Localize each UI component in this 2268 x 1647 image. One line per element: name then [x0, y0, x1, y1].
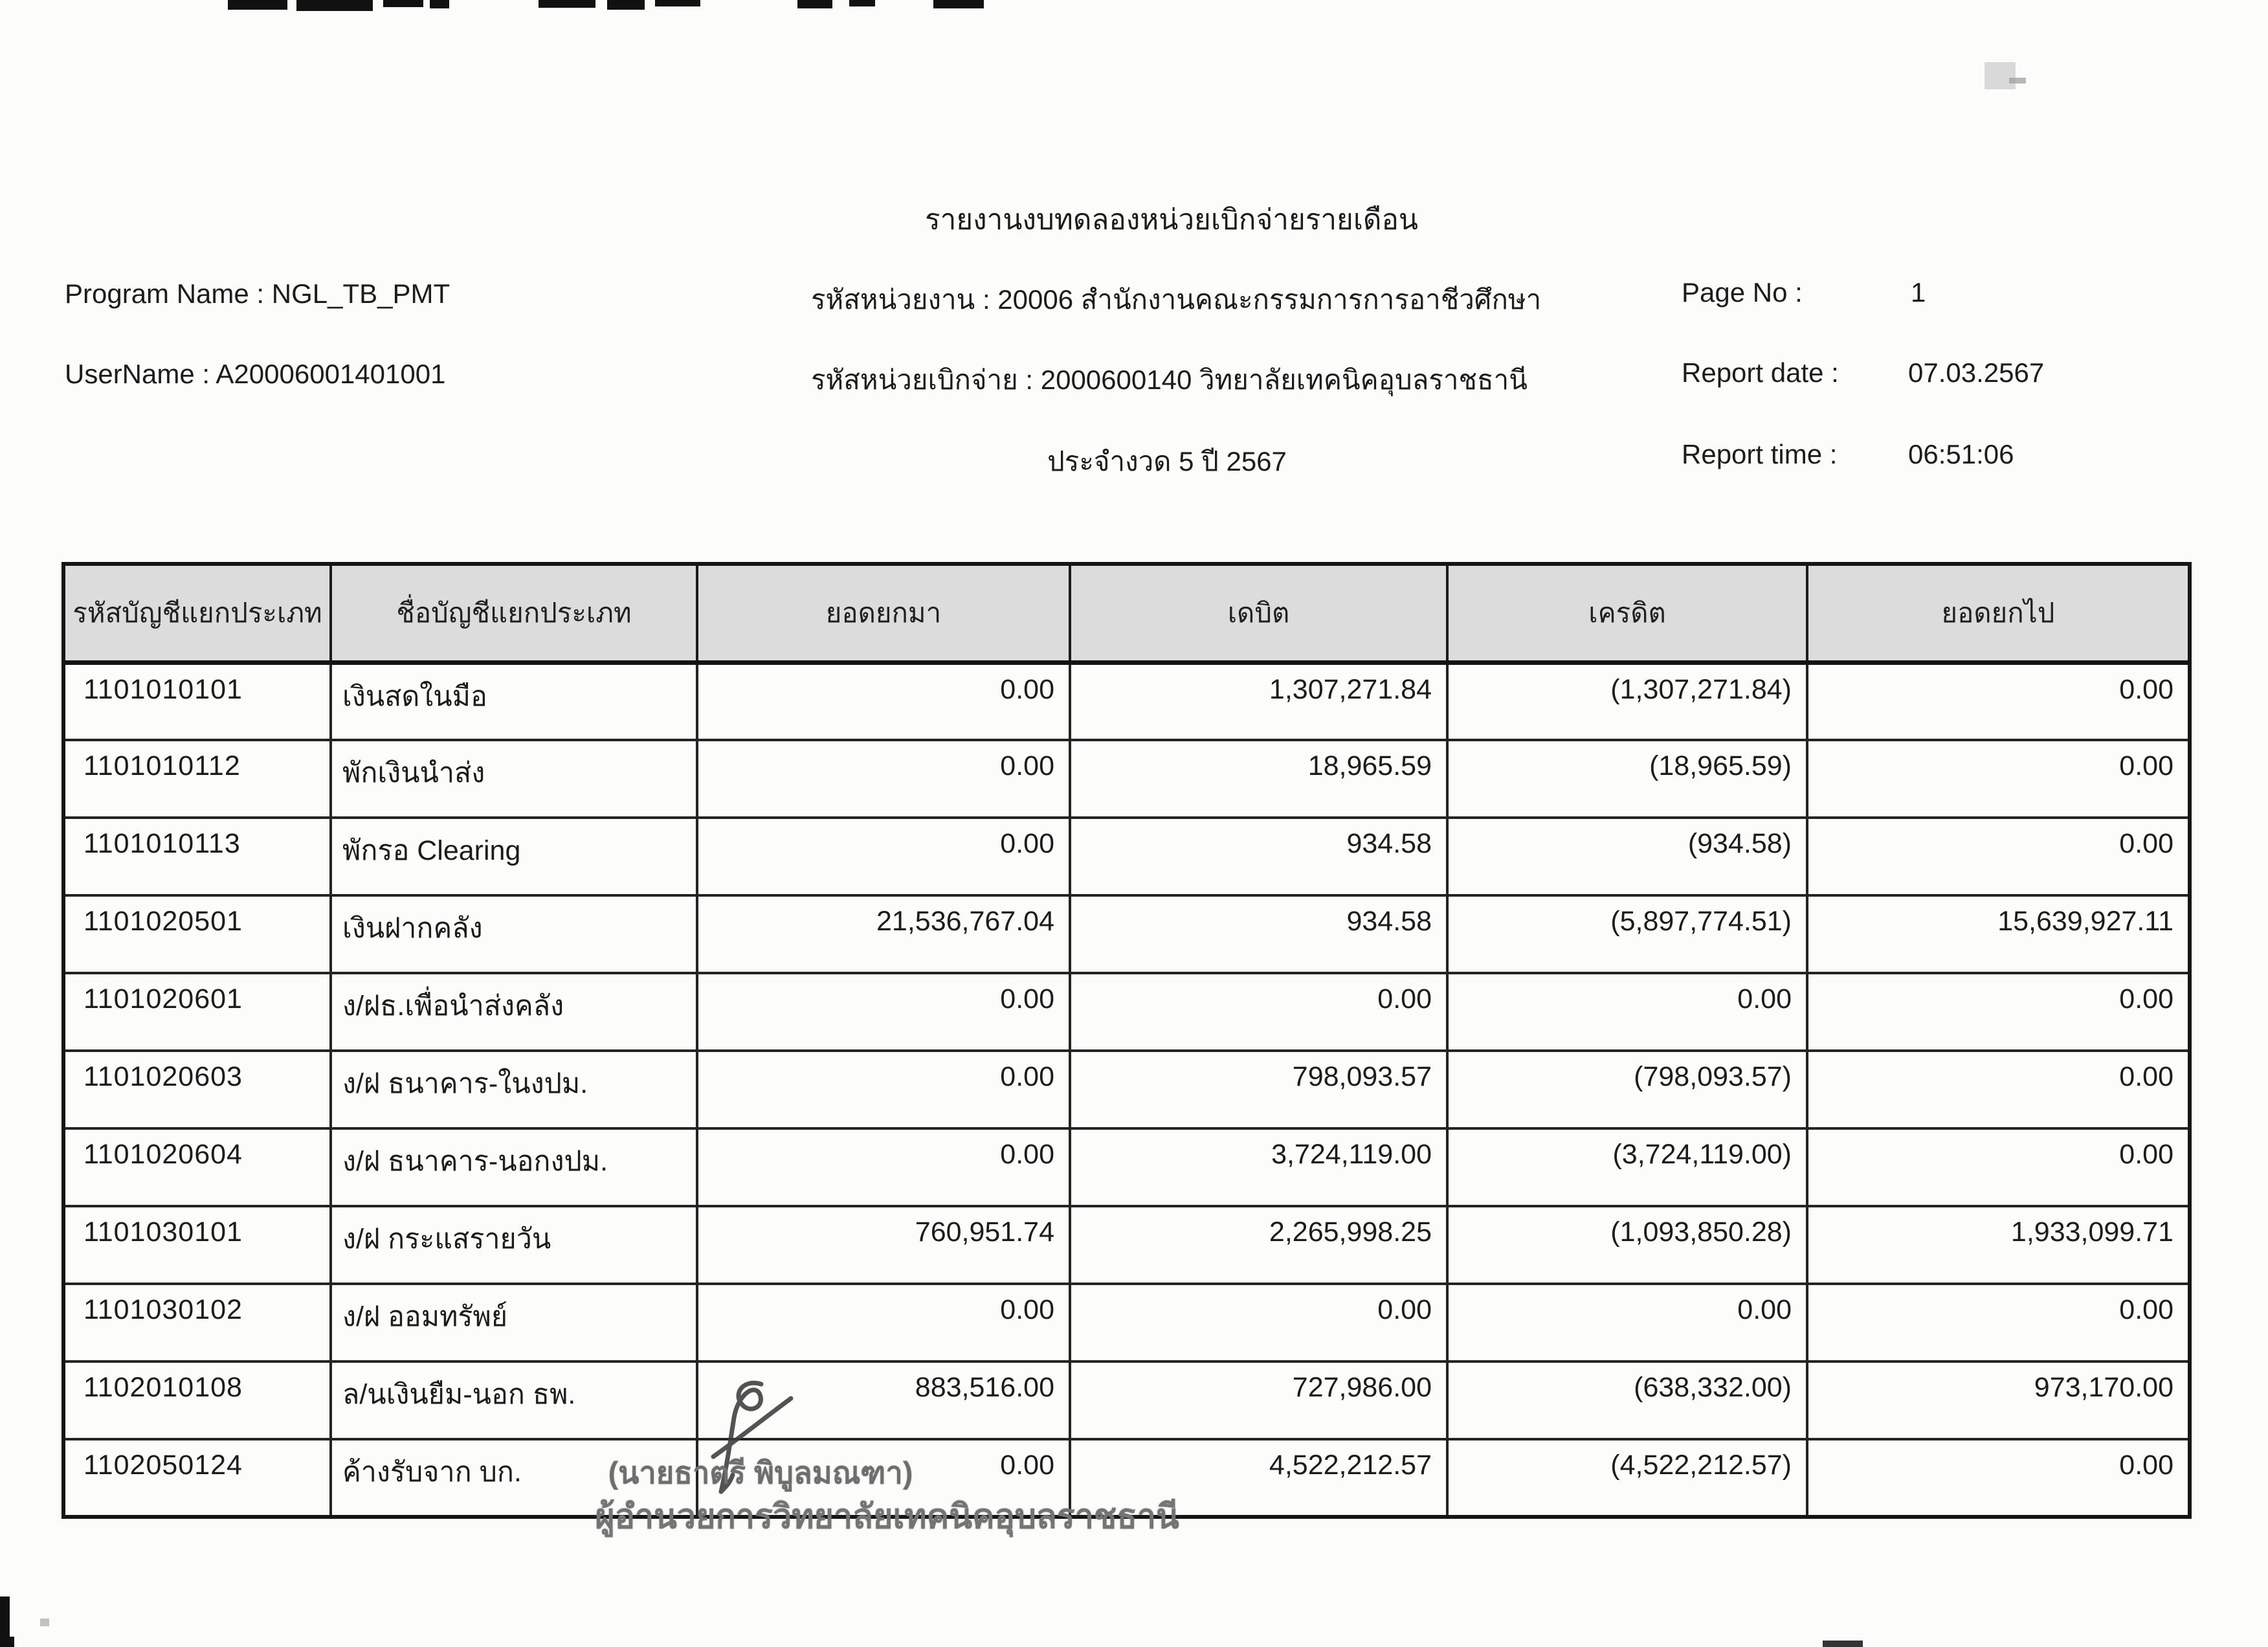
- scan-artifact: [849, 0, 875, 6]
- scan-artifact: [607, 0, 645, 10]
- program-name-label: Program Name :: [65, 278, 265, 309]
- username-value: A20006001401001: [216, 359, 446, 389]
- debit-cell: 934.58: [1070, 818, 1447, 895]
- table-row: [63, 1284, 2190, 1361]
- account-code-cell: 1101020603: [63, 1051, 331, 1128]
- closing-balance-cell: 1,933,099.71: [1807, 1206, 2190, 1284]
- credit-cell: 0.00: [1447, 973, 1807, 1051]
- debit-cell: 2,265,998.25: [1070, 1206, 1447, 1284]
- account-name-cell: ล/นเงินยืม-นอก ธพ.: [331, 1361, 697, 1439]
- opening-balance-cell: 0.00: [697, 1284, 1070, 1361]
- agency-value: 20006 สำนักงานคณะกรรมการการอาชีวศึกษา: [997, 284, 1542, 315]
- closing-balance-cell: 0.00: [1807, 1051, 2190, 1128]
- account-name-cell: ง/ฝ กระแสรายวัน: [331, 1206, 697, 1284]
- table-row: [63, 895, 2190, 973]
- opening-balance-cell: 0.00: [697, 740, 1070, 818]
- col-header-debit: เดบิต: [1070, 564, 1447, 662]
- debit-cell: 0.00: [1070, 973, 1447, 1051]
- credit-cell: (18,965.59): [1447, 740, 1807, 818]
- scan-artifact: [296, 0, 373, 11]
- program-name-value: NGL_TB_PMT: [271, 278, 450, 309]
- table-row: [63, 973, 2190, 1051]
- debit-cell: 4,522,212.57: [1070, 1439, 1447, 1517]
- table-row: [63, 818, 2190, 895]
- disbursing-unit-line: [811, 359, 1528, 401]
- closing-balance-cell: 0.00: [1807, 1439, 2190, 1517]
- debit-cell: 934.58: [1070, 895, 1447, 973]
- debit-cell: 3,724,119.00: [1070, 1128, 1447, 1206]
- closing-balance-cell: 0.00: [1807, 1128, 2190, 1206]
- closing-balance-cell: 0.00: [1807, 662, 2190, 740]
- scan-artifact: [797, 0, 832, 8]
- table-row: [63, 662, 2190, 740]
- account-code-cell: 1101020501: [63, 895, 331, 973]
- credit-cell: (934.58): [1447, 818, 1807, 895]
- account-code-cell: 1101030101: [63, 1206, 331, 1284]
- scan-artifact: [539, 0, 595, 8]
- col-header-closing-balance: ยอดยกไป: [1807, 564, 2190, 662]
- opening-balance-cell: 0.00: [697, 1051, 1070, 1128]
- agency-label: รหัสหน่วยงาน :: [811, 284, 990, 315]
- closing-balance-cell: 0.00: [1807, 973, 2190, 1051]
- account-code-cell: 1102050124: [63, 1439, 331, 1517]
- table-row: [63, 1206, 2190, 1284]
- table-body: [63, 662, 2190, 1517]
- closing-balance-cell: 0.00: [1807, 818, 2190, 895]
- opening-balance-cell: 760,951.74: [697, 1206, 1070, 1284]
- col-header-opening-balance: ยอดยกมา: [697, 564, 1070, 662]
- account-code-cell: 1101030102: [63, 1284, 331, 1361]
- table-row: [63, 1051, 2190, 1128]
- debit-cell: 798,093.57: [1070, 1051, 1447, 1128]
- table-row: [63, 740, 2190, 818]
- debit-cell: 1,307,271.84: [1070, 662, 1447, 740]
- debit-cell: 727,986.00: [1070, 1361, 1447, 1439]
- opening-balance-cell: 0.00: [697, 818, 1070, 895]
- page-no-value: 1: [1911, 277, 1926, 308]
- credit-cell: (1,307,271.84): [1447, 662, 1807, 740]
- account-code-cell: 1101010112: [63, 740, 331, 818]
- opening-balance-cell: 0.00: [697, 662, 1070, 740]
- scan-artifact: [1984, 62, 2016, 89]
- opening-balance-cell: 0.00: [697, 1128, 1070, 1206]
- report-title: รายงานงบทดลองหน่วยเบิกจ่ายรายเดือน: [925, 204, 1418, 236]
- credit-cell: (798,093.57): [1447, 1051, 1807, 1128]
- credit-cell: (3,724,119.00): [1447, 1128, 1807, 1206]
- report-date-label: Report date :: [1682, 357, 1839, 388]
- credit-cell: 0.00: [1447, 1284, 1807, 1361]
- trial-balance-table: [61, 562, 2192, 1519]
- scan-artifact: [40, 1619, 49, 1626]
- col-header-account-code: รหัสบัญชีแยกประเภท: [63, 564, 331, 662]
- table-header-row: [63, 564, 2190, 662]
- col-header-account-name: ชื่อบัญชีแยกประเภท: [331, 564, 697, 662]
- account-name-cell: เงินฝากคลัง: [331, 895, 697, 973]
- closing-balance-cell: 973,170.00: [1807, 1361, 2190, 1439]
- scan-artifact: [0, 1637, 14, 1647]
- opening-balance-cell: 0.00: [697, 1439, 1070, 1517]
- credit-cell: (1,093,850.28): [1447, 1206, 1807, 1284]
- disbursing-unit-label: รหัสหน่วยเบิกจ่าย :: [811, 364, 1034, 395]
- col-header-credit: เครดิต: [1447, 564, 1807, 662]
- report-date-value: 07.03.2567: [1908, 357, 2045, 388]
- stamp-signer-title: ผู้อำนวยการวิทยาลัยเทคนิคอุบลราชธานี: [595, 1498, 1179, 1536]
- scan-artifact: [228, 0, 287, 10]
- opening-balance-cell: 0.00: [697, 973, 1070, 1051]
- scan-artifact: [655, 0, 700, 6]
- account-name-cell: ง/ฝ ธนาคาร-นอกงปม.: [331, 1128, 697, 1206]
- credit-cell: (638,332.00): [1447, 1361, 1807, 1439]
- table-row: [63, 1128, 2190, 1206]
- scan-artifact: [2009, 78, 2026, 84]
- report-time-value: 06:51:06: [1908, 439, 2014, 469]
- scan-artifact: [1823, 1641, 1863, 1647]
- closing-balance-cell: 0.00: [1807, 1284, 2190, 1361]
- account-name-cell: พักรอ Clearing: [331, 818, 697, 895]
- account-code-cell: 1101010113: [63, 818, 331, 895]
- account-code-cell: 1101020601: [63, 973, 331, 1051]
- opening-balance-cell: 21,536,767.04: [697, 895, 1070, 973]
- account-code-cell: 1102010108: [63, 1361, 331, 1439]
- account-name-cell: ง/ฝ ธนาคาร-ในงปม.: [331, 1051, 697, 1128]
- page-no-label: Page No :: [1682, 277, 1803, 308]
- username-label: UserName :: [65, 359, 210, 389]
- account-name-cell: ค้างรับจาก บก.: [331, 1439, 697, 1517]
- scan-artifact: [383, 0, 423, 7]
- period-line: ประจำงวด 5 ปี 2567: [1047, 446, 1287, 476]
- stamp-signer-name: (นายธาตรี พิบูลมณฑา): [608, 1455, 913, 1490]
- account-code-cell: 1101020604: [63, 1128, 331, 1206]
- closing-balance-cell: 15,639,927.11: [1807, 895, 2190, 973]
- account-name-cell: ง/ฝ ออมทรัพย์: [331, 1284, 697, 1361]
- program-name-line: [65, 278, 450, 309]
- opening-balance-cell: 883,516.00: [697, 1361, 1070, 1439]
- agency-line: [811, 278, 1541, 321]
- account-code-cell: 1101010101: [63, 662, 331, 740]
- credit-cell: (5,897,774.51): [1447, 895, 1807, 973]
- report-time-label: Report time :: [1682, 439, 1838, 469]
- closing-balance-cell: 0.00: [1807, 740, 2190, 818]
- debit-cell: 0.00: [1070, 1284, 1447, 1361]
- table-row: [63, 1361, 2190, 1439]
- account-name-cell: พักเงินนำส่ง: [331, 740, 697, 818]
- scan-artifact: [933, 0, 984, 8]
- account-name-cell: เงินสดในมือ: [331, 662, 697, 740]
- username-line: [65, 359, 445, 390]
- credit-cell: (4,522,212.57): [1447, 1439, 1807, 1517]
- scan-artifact: [430, 0, 449, 8]
- disbursing-unit-value: 2000600140 วิทยาลัยเทคนิคอุบลราชธานี: [1040, 364, 1528, 395]
- debit-cell: 18,965.59: [1070, 740, 1447, 818]
- account-name-cell: ง/ฝธ.เพื่อนำส่งคลัง: [331, 973, 697, 1051]
